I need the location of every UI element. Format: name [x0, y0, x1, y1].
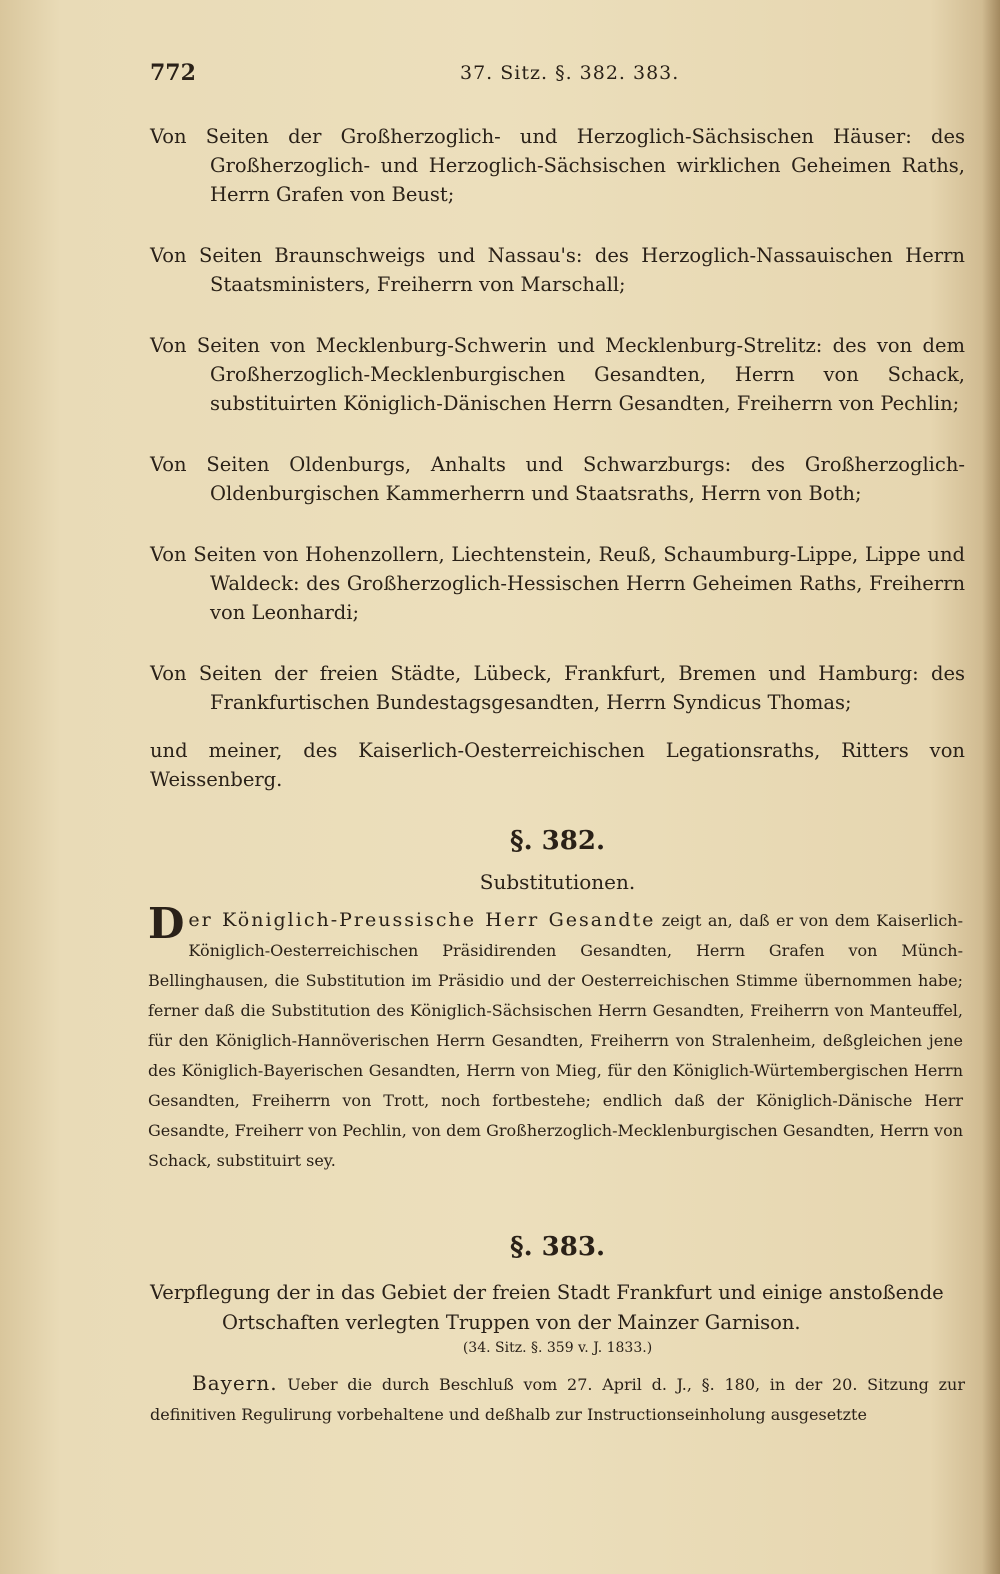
delegation-entry: Von Seiten der Großherzoglich- und Herzoglich-Sächsischen Häuser: des Großherzoglich- und Herzoglich-Sächsischen wirklichen Geheimen Raths, Herrn Grafen von Beust;	[150, 124, 965, 206]
section-382-title: Substitutionen.	[479, 870, 636, 894]
section-383-lead: Bayern.	[192, 1371, 278, 1395]
section-383-number: §. 383.	[509, 1232, 606, 1262]
page-edge-shadow	[982, 0, 1000, 1574]
section-383-text: Ueber die durch Beschluß vom 27. April d. J., §. 180, in der 20. Sitzung zur definitiven Regulirung vorbehaltene und deßhalb zur Instructionseinholung ausgesetzte	[150, 1375, 966, 1424]
delegation-list	[150, 102, 965, 794]
running-head: 37. Sitz. §. 382. 383.	[460, 62, 680, 84]
section-383-title: Verpflegung der in das Gebiet der freien Stadt Frankfurt und einige anstoßende Ortschaften verlegten Truppen von der Mainzer Garnison.	[150, 1281, 944, 1334]
delegation-entry: Von Seiten von Hohenzollern, Liechtenstein, Reuß, Schaumburg-Lippe, Lippe und Waldeck: des Großherzoglich-Hessischen Herrn Geheimen Raths, Freiherrn von Leonhardi;	[150, 542, 965, 624]
delegation-entry: Von Seiten Braunschweigs und Nassau's: des Herzoglich-Nassauischen Herrn Staatsministers, Freiherrn von Marschall;	[150, 243, 965, 296]
section-382-text: zeigt an, daß er von dem Kaiserlich-Königlich-Oesterreichischen Präsidirenden Gesandten, Herrn Grafen von Münch-Bellinghausen, die Substitution im Präsidio und der Oesterreichischen Stimme übernommen habe; ferner daß die Substitution des Königlich-Sächsischen Herrn Gesandten, Freiherrn von Manteuffel, für den Königlich-Hannöverischen Herrn Gesandten, Freiherrn von Stralenheim, deßgleichen jene des Königlich-Bayerischen Gesandten, Herrn von Mieg, für den Königlich-Würtembergischen Herrn Gesandten, Freiherrn von Trott, noch fortbestehe; endlich daß der Königlich-Dänische Herr Gesandte, Freiherr von Pechlin, von dem Großherzoglich-Mecklenburgischen Gesandten, Herrn von Schack, substituirt sey.	[148, 911, 963, 1170]
section-382-lead: er Königlich-Preussische Herr Gesandte	[188, 909, 656, 931]
drop-cap: D	[148, 899, 185, 948]
section-383-body	[150, 1368, 965, 1430]
page-header	[150, 60, 960, 94]
section-382-number: §. 382.	[509, 826, 606, 856]
page-number: 772	[150, 60, 196, 86]
delegation-entry: Von Seiten Oldenburgs, Anhalts und Schwarzburgs: des Großherzoglich-Oldenburgischen Kammerherrn und Staatsraths, Herrn von Both;	[150, 452, 965, 505]
section-383-reference: (34. Sitz. §. 359 v. J. 1833.)	[462, 1340, 653, 1356]
section-382-body	[148, 899, 963, 1176]
delegation-entry: Von Seiten der freien Städte, Lübeck, Frankfurt, Bremen und Hamburg: des Frankfurtischen Bundestagsgesandten, Herrn Syndicus Thomas;	[150, 661, 965, 714]
delegation-entry: Von Seiten von Mecklenburg-Schwerin und Mecklenburg-Strelitz: des von dem Großherzoglich-Mecklenburgischen Gesandten, Herrn von Schack, substituirten Königlich-Dänischen Herrn Gesandten, Freiherrn von Pechlin;	[150, 333, 965, 415]
closing-entry: und meiner, des Kaiserlich-Oesterreichischen Legationsraths, Ritters von Weissenberg.	[150, 739, 965, 791]
